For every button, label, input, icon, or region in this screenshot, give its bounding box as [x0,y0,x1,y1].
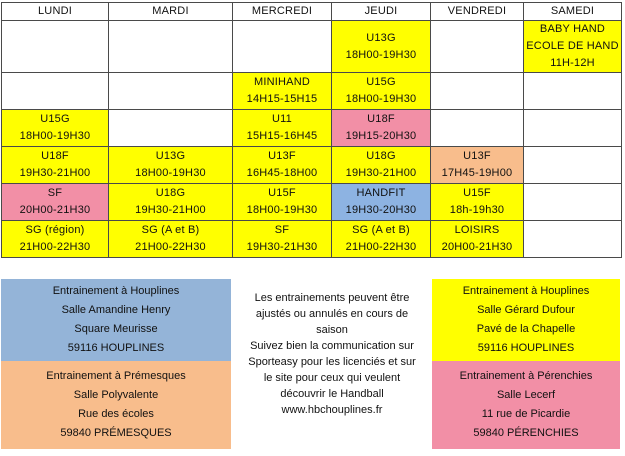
empty-cell [109,110,233,147]
notice-line: Sporteasy pour les licenciés et sur [248,356,416,368]
session-cell [332,73,431,110]
location-street: Rue des écoles [78,408,154,420]
session-group: SG (région) [25,224,85,236]
session-group: U18F [367,113,395,125]
location-street: Square Meurisse [74,323,158,335]
day-header-lundi: LUNDI [2,3,109,21]
session-group: U13F [268,150,296,162]
location-premesques [1,361,231,449]
session-cell [233,221,332,258]
session-group: U18G [155,187,186,199]
session-line: 18H00-19H30 [345,93,417,105]
notice-line: Suivez bien la communication sur [250,340,414,352]
schedule-row [2,184,622,221]
session-group: U11 [272,113,292,125]
day-header-samedi: SAMEDI [524,3,622,21]
empty-cell [524,110,622,147]
location-houplines-dufour [432,279,620,361]
session-cell [109,147,233,184]
session-group: U13G [366,31,396,44]
session-group: HANDFIT [356,187,406,199]
schedule-row [2,73,622,110]
session-cell [524,21,622,73]
session-group: U13F [463,150,491,162]
day-header-vendredi: VENDREDI [431,3,524,21]
session-group: SF [47,187,63,199]
day-header-mercredi: MERCREDI [233,3,332,21]
notice-line: découvrir le Handball [280,388,384,400]
session-group: U15F [463,187,491,199]
location-title: Entrainement à Houplines [52,285,180,297]
session-group: U15G [40,113,70,125]
session-group: BABY HAND [539,23,606,35]
session-line: 18H00-19H30 [19,130,91,142]
empty-cell [109,21,233,73]
notice-line: Les entrainements peuvent être [254,292,410,304]
session-line: 19H30-20H30 [345,204,417,216]
day-header-mardi: MARDI [109,3,233,21]
empty-cell [233,21,332,73]
location-postcode: 59116 HOUPLINES [477,342,575,354]
location-street: Pavé de la Chapelle [476,323,576,335]
session-line: 18H00-19H30 [345,48,417,61]
location-street: 11 rue de Picardie [481,408,571,420]
schedule-body [2,21,622,258]
session-cell [332,147,431,184]
empty-cell [2,73,109,110]
session-cell [109,184,233,221]
empty-cell [524,221,622,258]
session-line: 18H00-19H30 [246,204,318,216]
location-postcode: 59840 PRÉMESQUES [60,427,172,439]
notice-line: saison [316,324,348,336]
empty-cell [431,21,524,73]
session-line: 19H30-21H00 [345,167,417,179]
empty-cell [524,73,622,110]
session-cell [109,221,233,258]
session-line: 21H00-22H30 [19,241,91,253]
schedule-row [2,21,622,73]
empty-cell [109,73,233,110]
location-title: Entrainement à Pérenchies [459,370,593,382]
session-group: LOISIRS [454,224,500,236]
session-group: U18F [41,150,69,162]
session-cell [2,221,109,258]
session-cell [2,147,109,184]
session-cell [332,110,431,147]
session-line: 18h-19h30 [449,204,505,216]
empty-cell [524,184,622,221]
location-houplines-henry [1,279,231,361]
session-group: U18G [366,150,396,162]
day-header-jeudi: JEUDI [332,3,431,21]
schedule-notice [234,290,430,418]
location-perenchies [432,361,620,449]
session-cell [332,184,431,221]
session-line: 19H30-21H00 [19,167,91,179]
location-venue: Salle Lecerf [496,389,556,401]
session-line: 19H30-21H30 [246,241,318,253]
website-link: www.hbchouplines.fr [281,404,383,416]
schedule-row [2,147,622,184]
session-line: 20H00-21H30 [19,204,91,216]
session-line: 18H00-19H30 [135,167,206,179]
empty-cell [524,147,622,184]
schedule-row [2,110,622,147]
session-group: U13G [155,150,186,162]
location-venue: Salle Polyvalente [73,389,159,401]
location-title: Entrainement à Houplines [462,285,590,297]
session-line: 15H15-16H45 [246,130,318,142]
notice-line: ajustés ou annulés en cours de [255,308,409,320]
session-cell [233,110,332,147]
session-cell [332,21,431,73]
notice-line: le site pour ceux qui veulent [263,372,401,384]
session-group: MINIHAND [254,76,310,88]
session-line: 19H15-20H30 [345,130,417,142]
schedule-row [2,221,622,258]
session-group: SG (A et B) [141,224,200,236]
session-line: 21H00-22H30 [345,241,417,253]
session-cell [233,184,332,221]
location-postcode: 59840 PÉRENCHIES [473,427,579,439]
session-line: 20H00-21H30 [441,241,513,253]
empty-cell [431,110,524,147]
session-cell [332,221,431,258]
session-line: 16H45-18H00 [246,167,318,179]
location-postcode: 59116 HOUPLINES [67,342,165,354]
session-line: 19H30-21H00 [135,204,206,216]
session-cell [2,110,109,147]
session-cell [233,147,332,184]
location-venue: Salle Gérard Dufour [477,304,575,316]
training-schedule-table [1,2,622,258]
session-line: ECOLE DE HAND [526,40,619,52]
session-cell [431,147,524,184]
session-cell [233,73,332,110]
session-group: U15F [268,187,296,199]
session-group: SG (A et B) [352,224,410,236]
session-cell [431,221,524,258]
session-line: 14H15-15H15 [246,93,318,105]
session-line: 17H45-19H00 [441,167,513,179]
session-cell [2,184,109,221]
session-line: 11H-12H [550,57,595,69]
location-title: Entrainement à Prémesques [46,370,186,382]
location-venue: Salle Amandine Henry [61,304,171,316]
empty-cell [2,21,109,73]
day-header-row [2,3,622,21]
empty-cell [431,73,524,110]
session-line: 21H00-22H30 [135,241,206,253]
session-group: U15G [366,76,396,88]
session-group: SF [274,224,290,236]
session-cell [431,184,524,221]
